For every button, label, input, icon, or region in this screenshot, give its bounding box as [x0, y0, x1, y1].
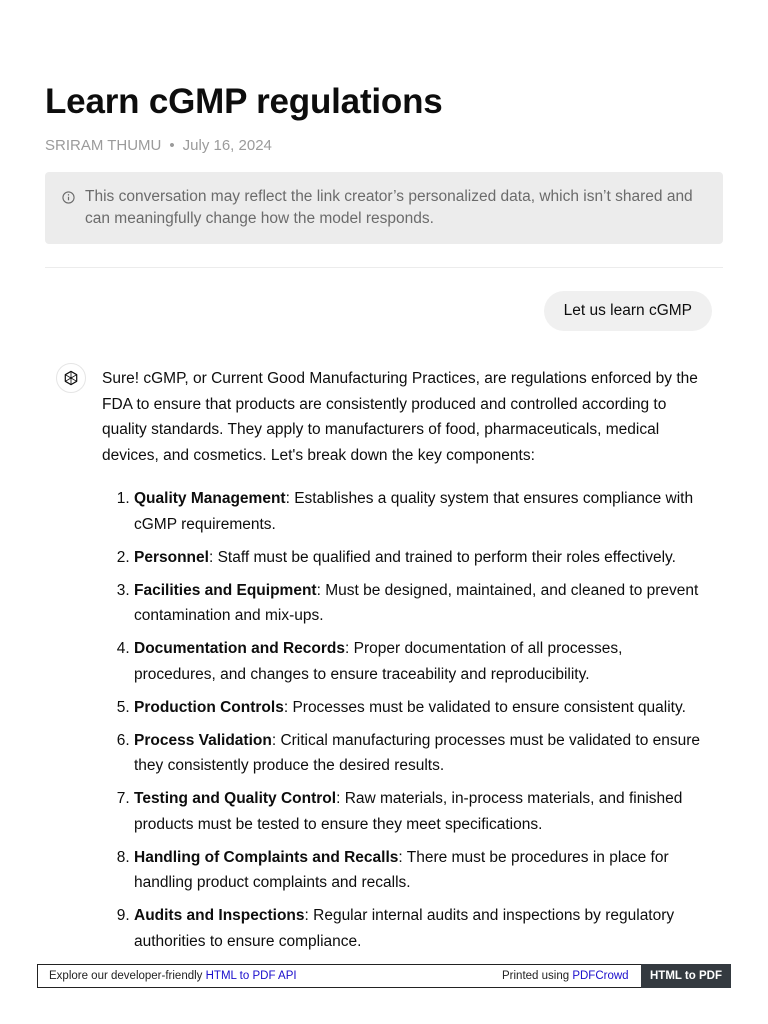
list-item	[134, 695, 702, 721]
list-item	[134, 845, 702, 896]
cgmp-components-list	[102, 486, 702, 954]
assistant-avatar	[56, 363, 86, 393]
list-item-term: Production Controls	[134, 698, 284, 716]
list-item	[134, 728, 702, 779]
footer-printed-text: Printed using	[502, 970, 573, 982]
html-to-pdf-button[interactable]: HTML to PDF	[641, 964, 731, 988]
footer-explore-text: Explore our developer-friendly	[49, 970, 206, 982]
list-item-term: Testing and Quality Control	[134, 790, 337, 807]
post-date: July 16, 2024	[182, 137, 272, 154]
list-item	[134, 903, 702, 954]
list-item-term: Personnel	[134, 548, 209, 566]
byline-separator: •	[169, 137, 175, 154]
list-item-desc: : Processes must be validated to ensure consistent quality.	[283, 698, 686, 716]
list-item	[134, 486, 702, 537]
list-item-term: Handling of Complaints and Recalls	[134, 848, 399, 866]
list-item	[134, 786, 702, 837]
list-item-desc: : Critical manufacturing processes must be validated to ensure they consistently produce the desired results.	[134, 731, 701, 774]
list-item	[134, 545, 702, 571]
list-item-term: Facilities and Equipment	[134, 581, 317, 599]
pdfcrowd-footer-bar	[37, 964, 731, 988]
pdfcrowd-link[interactable]: PDFCrowd	[572, 970, 629, 982]
footer-explore	[49, 965, 297, 987]
author-name: SRIRAM THUMU	[45, 137, 162, 154]
list-item	[134, 636, 702, 687]
list-item-desc: : Regular internal audits and inspections by regulatory authorities to ensure compliance.	[134, 907, 675, 950]
list-item-term: Documentation and Records	[134, 640, 345, 657]
personalization-notice	[45, 172, 723, 244]
page-title: Learn cGMP regulations	[45, 82, 443, 121]
list-item-desc: : Establishes a quality system that ensures compliance with cGMP requirements.	[134, 490, 694, 533]
list-item-term: Quality Management	[134, 490, 286, 507]
list-item-desc: : Proper documentation of all processes, procedures, and changes to ensure traceability and reproducibility.	[134, 640, 623, 683]
list-item-term: Process Validation	[134, 731, 272, 749]
html-to-pdf-api-link[interactable]: HTML to PDF API	[205, 970, 297, 982]
assistant-message	[102, 366, 702, 962]
info-icon	[62, 191, 75, 204]
list-item-desc: : There must be procedures in place for handling product complaints and recalls.	[134, 848, 669, 891]
openai-logo-icon	[62, 369, 80, 387]
footer-printed	[502, 965, 629, 987]
list-item	[134, 578, 702, 629]
list-item-desc: : Staff must be qualified and trained to perform their roles effectively.	[208, 548, 676, 566]
list-item-term: Audits and Inspections	[134, 907, 305, 924]
assistant-intro: Sure! cGMP, or Current Good Manufacturing Practices, are regulations enforced by the FDA to ensure that products are consistently produced and controlled according to quality standards. They apply to manufacturers of food, pharmaceuticals, medical devices, and cosmetics. Let's break down the key components:	[102, 370, 698, 464]
user-message-bubble: Let us learn cGMP	[544, 291, 712, 331]
byline	[45, 136, 272, 156]
notice-text: This conversation may reflect the link creator’s personalized data, which isn’t shared and can meaningfully change how the model responds.	[85, 188, 693, 227]
list-item-desc: : Raw materials, in-process materials, and finished products must be tested to ensure they meet specifications.	[134, 790, 683, 833]
list-item-desc: : Must be designed, maintained, and cleaned to prevent contamination and mix-ups.	[134, 581, 699, 624]
divider	[45, 267, 723, 268]
